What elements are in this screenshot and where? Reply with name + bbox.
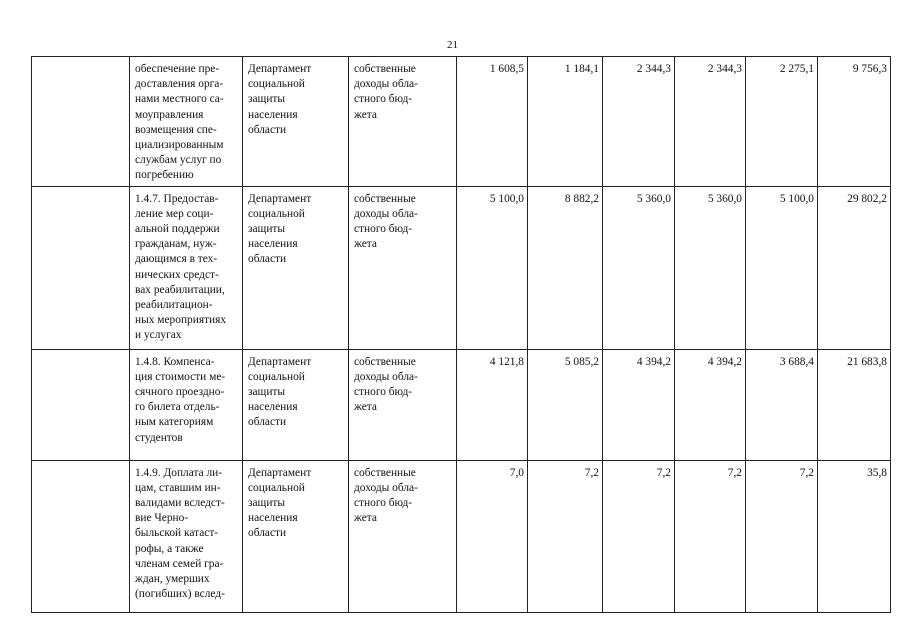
table-row <box>32 460 891 612</box>
executor-cell: Департамент социальной защиты населения области <box>243 57 349 187</box>
total-cell: 29 802,2 <box>818 186 891 349</box>
executor-cell: Департамент социальной защиты населения области <box>243 186 349 349</box>
measure-cell: 1.4.8. Компенса- ция стоимости ме- сячного проездно- го билета отдель- ным категориям студентов <box>130 349 243 460</box>
row-index-cell <box>32 349 130 460</box>
value-cell: 5 360,0 <box>603 186 675 349</box>
value-cell: 5 100,0 <box>457 186 528 349</box>
table-row <box>32 349 891 460</box>
value-cell: 4 394,2 <box>603 349 675 460</box>
source-cell: собственные доходы обла- стного бюд- жета <box>349 186 457 349</box>
value-cell: 2 344,3 <box>603 57 675 187</box>
source-cell: собственные доходы обла- стного бюд- жета <box>349 460 457 612</box>
executor-cell: Департамент социальной защиты населения области <box>243 349 349 460</box>
value-cell: 1 184,1 <box>528 57 603 187</box>
total-cell: 9 756,3 <box>818 57 891 187</box>
row-index-cell <box>32 186 130 349</box>
value-cell: 2 275,1 <box>746 57 818 187</box>
budget-table <box>31 56 891 613</box>
executor-cell: Департамент социальной защиты населения области <box>243 460 349 612</box>
measure-cell: обеспечение пре- доставления орга- нами местного са- моуправления возмещения спе- циализированным службам услуг по погребению <box>130 57 243 187</box>
value-cell: 2 344,3 <box>675 57 746 187</box>
value-cell: 7,0 <box>457 460 528 612</box>
value-cell: 5 085,2 <box>528 349 603 460</box>
value-cell: 4 121,8 <box>457 349 528 460</box>
value-cell: 1 608,5 <box>457 57 528 187</box>
value-cell: 3 688,4 <box>746 349 818 460</box>
total-cell: 21 683,8 <box>818 349 891 460</box>
page-number: 21 <box>447 39 458 51</box>
value-cell: 7,2 <box>746 460 818 612</box>
measure-cell: 1.4.9. Доплата ли- цам, ставшим ин- валидами вследст- вие Черно- быльской катаст- рофы, а также членам семей гра- ждан, умерших (погибших) вслед- <box>130 460 243 612</box>
source-cell: собственные доходы обла- стного бюд- жета <box>349 349 457 460</box>
row-index-cell <box>32 57 130 187</box>
value-cell: 8 882,2 <box>528 186 603 349</box>
value-cell: 5 100,0 <box>746 186 818 349</box>
value-cell: 7,2 <box>528 460 603 612</box>
table-row <box>32 186 891 349</box>
value-cell: 4 394,2 <box>675 349 746 460</box>
value-cell: 7,2 <box>603 460 675 612</box>
source-cell: собственные доходы обла- стного бюд- жета <box>349 57 457 187</box>
table-row <box>32 57 891 187</box>
measure-cell: 1.4.7. Предостав- ление мер соци- альной поддержи гражданам, нуж- дающимся в тех- нических средст- вах реабилитации, реабилитацион- ных мероприятиях и услугах <box>130 186 243 349</box>
value-cell: 5 360,0 <box>675 186 746 349</box>
row-index-cell <box>32 460 130 612</box>
value-cell: 7,2 <box>675 460 746 612</box>
total-cell: 35,8 <box>818 460 891 612</box>
